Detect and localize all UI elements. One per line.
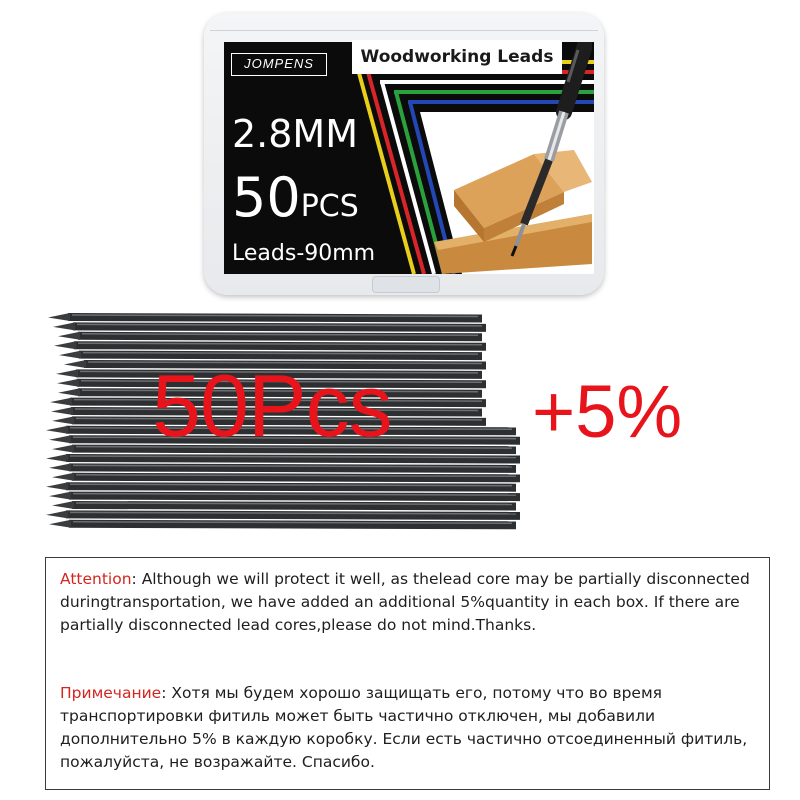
lead-length: Leads-90mm — [232, 241, 376, 266]
lead-refill — [49, 520, 516, 528]
lead-refill — [52, 473, 520, 481]
notice-english-text: : Although we will protect it well, as thelead core may be partially disconnected duringtransportation, we have added an additional 5%quantity in each box. If there are partially disconnected lead cores,please do not mind.Thanks. — [60, 570, 750, 634]
package-quantity-unit: PCS — [300, 189, 359, 224]
brand-logo: JOMPENS — [231, 53, 327, 76]
package-quantity-number: 50 — [232, 166, 301, 229]
notice-russian — [60, 682, 760, 774]
promo-quantity: 50Pcs — [152, 356, 392, 455]
lead-refill — [46, 454, 520, 462]
lead-refill — [49, 463, 516, 471]
lead-refill — [48, 313, 482, 321]
lead-refill — [49, 492, 520, 500]
lead-refill — [52, 501, 516, 509]
product-label: Woodworking Leads — [352, 40, 562, 74]
box-clasp — [372, 276, 440, 293]
lead-refill — [53, 322, 486, 330]
lead-refill — [54, 341, 486, 349]
notice-english — [60, 568, 760, 637]
pencil-on-wood-illustration — [414, 42, 592, 274]
notice-english-label: Attention — [60, 570, 132, 588]
package-quantity — [232, 168, 359, 241]
box-lid-edge — [210, 30, 598, 31]
promo-extra-percent: +5% — [532, 370, 683, 453]
lead-refill — [58, 332, 482, 340]
lead-refill — [46, 510, 520, 518]
notice-box — [45, 557, 770, 790]
notice-russian-label: Примечание — [60, 684, 162, 702]
notice-russian-text: : Хотя мы будем хорошо защищать его, потому что во время транспортировки фитиль может быть частично отключен, мы добавили дополнительно 5% в каждую коробку. Если есть частично отсоединенный фитиль, пожалуйста, не возражайте. Спасибо. — [60, 684, 748, 771]
lead-refill — [46, 482, 516, 490]
lead-diameter: 2.8MM — [232, 112, 359, 156]
